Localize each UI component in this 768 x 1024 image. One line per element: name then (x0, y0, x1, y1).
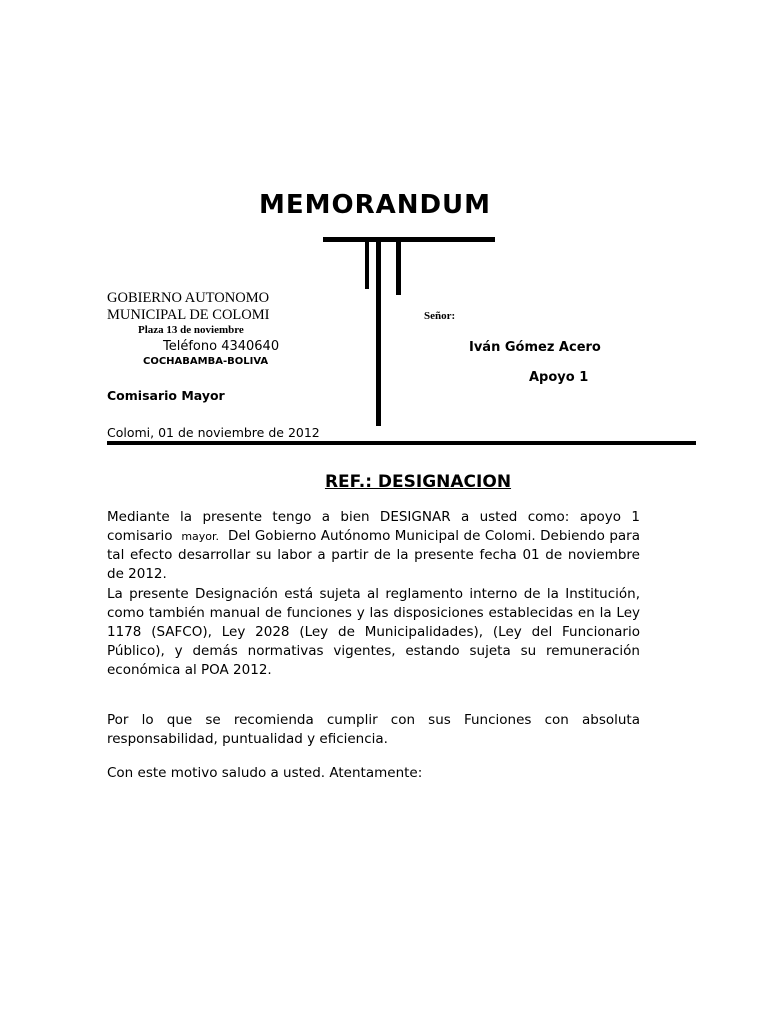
recipient-salutation: Señor: (424, 310, 456, 322)
header-top-rule (323, 237, 495, 242)
body-paragraph-2 (107, 585, 640, 680)
body-paragraph-4 (107, 764, 640, 783)
header-vertical-bar-1 (365, 242, 369, 289)
body-p1-part2: Del Gobierno Autónomo Municipal de Colomi. Debiendo para tal efecto desarrollar su labor a partir de la presente fecha 01 de noviembre de 2012. (107, 528, 640, 582)
body-p1-mayor: mayor. (181, 530, 220, 543)
org-city: COCHABAMBA-BOLIVA (143, 356, 269, 367)
body-p4-text: Con este motivo saludo a usted. Atentamente: (107, 765, 423, 781)
body-paragraph-3 (107, 711, 640, 749)
header-vertical-bar-3 (396, 242, 401, 295)
recipient-position: Apoyo 1 (529, 370, 589, 385)
org-phone: Teléfono 4340640 (163, 339, 280, 354)
org-address: Plaza 13 de noviembre (138, 324, 244, 336)
page-title: MEMORANDUM (258, 190, 492, 220)
org-name-line1: GOBIERNO AUTONOMO (107, 290, 270, 306)
header-bottom-rule (107, 441, 696, 445)
sender-title: Comisario Mayor (107, 388, 225, 403)
body-paragraph-1 (107, 508, 640, 584)
reference-heading (0, 472, 768, 492)
org-name-line2: MUNICIPAL DE COLOMI (107, 307, 270, 323)
recipient-name: Iván Gómez Acero (469, 340, 601, 355)
memo-date: Colomi, 01 de noviembre de 2012 (107, 425, 320, 440)
body-p1-part1: Mediante la presente tengo a bien DESIGNAR a usted como: apoyo 1 comisario (107, 509, 640, 544)
body-p3-text: Por lo que se recomienda cumplir con sus Funciones con absoluta responsabilidad, puntualidad y eficiencia. (107, 712, 640, 747)
reference-text: REF.: DESIGNACION (324, 472, 512, 492)
body-p2-text: La presente Designación está sujeta al reglamento interno de la Institución, como también manual de funciones y las disposiciones establecidas en la Ley 1178 (SAFCO), Ley 2028 (Ley de Municipalidades), (Ley del Funcionario Público), y demás normativas vigentes, estando sujeta su remuneración económica al POA 2012. (107, 586, 640, 678)
header-vertical-bar-2 (376, 242, 381, 426)
